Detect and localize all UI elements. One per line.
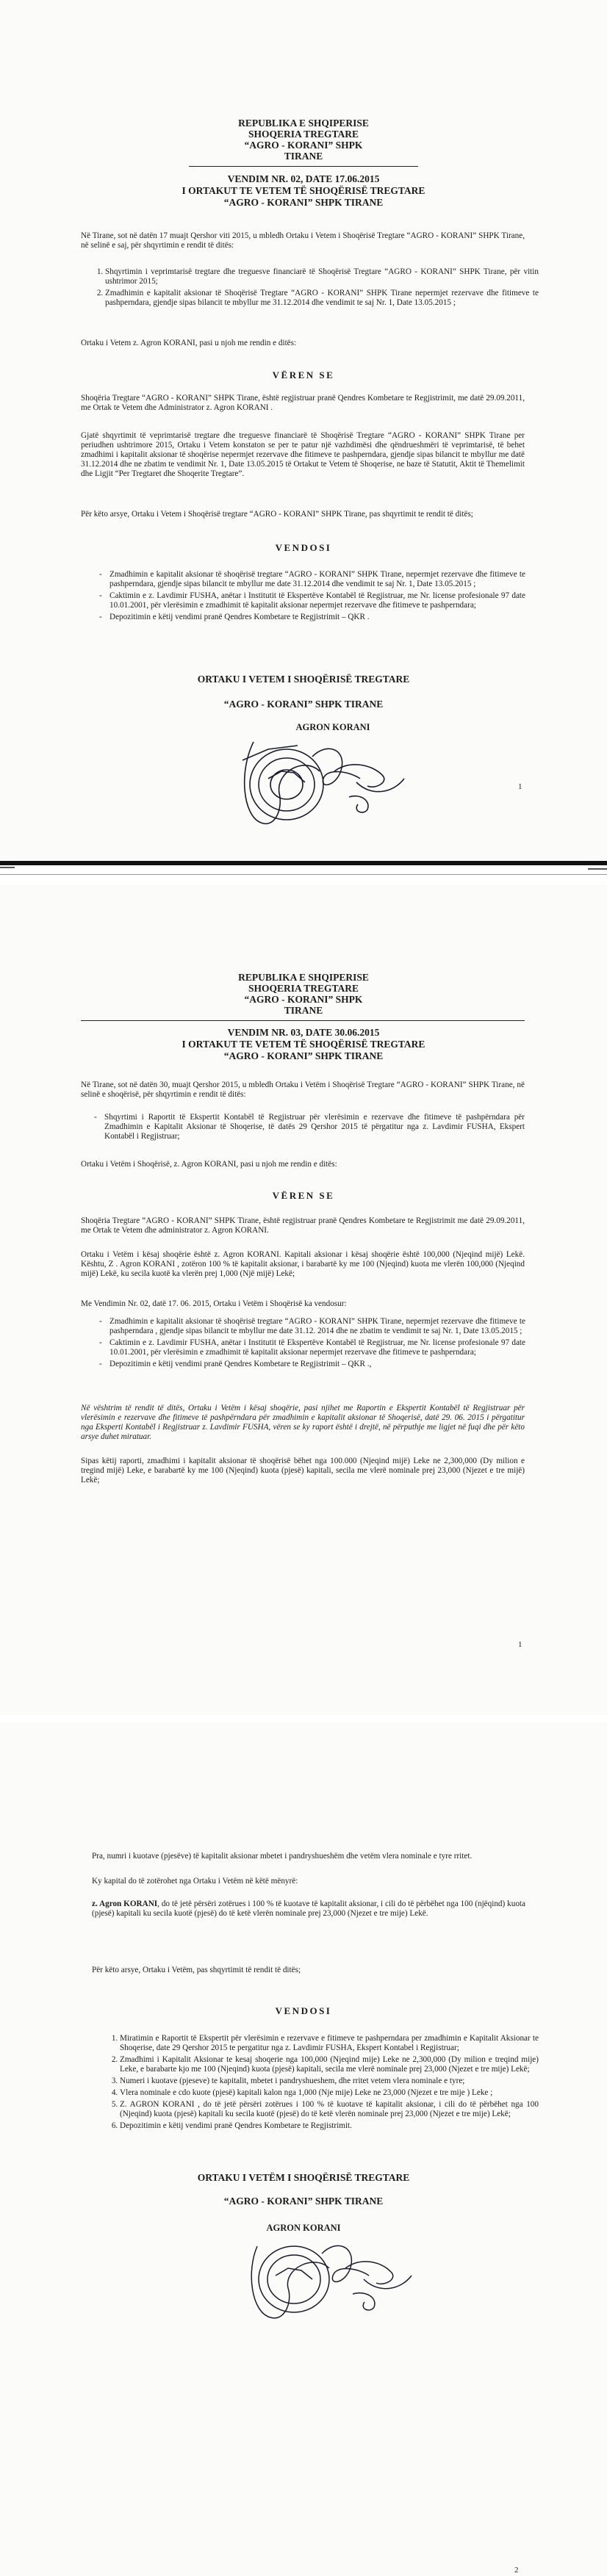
sign-block-title: ORTAKU I VETEM I SHOQËRISË TREGTARE — [197, 674, 410, 685]
decision-list — [99, 570, 525, 624]
seeing-paragraph: Ortaku i Vetëm i kësaj shoqërie është z. Agron KORANI. Kapitali aksionar i kësaj shoqërie është 100,000 (Njeqind mijë) Lekë. Kështu, Z . Agron KORANI , zotëron 100 % të kapitalit aksionar, i barabartë ky me 100 (Njeqind) kuota me vlerën 100,000 (Njeqind mijë) Lekë, ku secila kuotë ka vlerën prej 1,000 (Një mijë) Lekë; — [81, 1250, 525, 1278]
decision-subtitle: I ORTAKUT TE VETEM TË SHOQËRISË TREGTARE — [182, 1039, 425, 1050]
section-heading-decides: VENDOSI — [275, 542, 332, 553]
decision-company: “AGRO - KORANI” SHPK TIRANE — [223, 1050, 384, 1061]
paragraph: Ky kapital do të zotërohet nga Ortaku i Vetëm në këtë mënyrë: — [92, 1877, 298, 1886]
header-divider — [81, 1020, 525, 1021]
ownership-paragraph — [92, 1899, 525, 1919]
decision-item: 4. Vlera nominale e cdo kuote (pjesë) kapitali kalon nga 1,000 (Nje mije) Leke ne 23,000 (Njezet e tre mije ) Leke ; — [120, 2088, 539, 2098]
decision-item: 5. Z. AGRON KORANI , do të jetë përsëri zotërues i 100 % të kuotave të kapitalit aksionar, i cili do të përbëhet nga 100 (Njeqind) kuota (pjesë) kapitali ku secila kuotë (pjesë) do të ketë vlerën nominale prej 23,000 (Njezet e tre mije) Lekë; — [120, 2100, 539, 2119]
document-page-2 — [0, 885, 607, 1715]
previous-decision-item: - Depozitimin e këtij vendimi pranë Qendres Kombetare te Regjistrimit – QKR ., — [99, 1360, 525, 1369]
decision-item: - Depozitimin e këtij vendimi pranë Qendres Kombetare te Regjistrimit – QKR . — [99, 613, 525, 622]
agenda-item: - Shqyrtimi i Raportit të Ekspertit Kontabël të Regjistruar për vlerësimin e rezervave dhe fitimeve të pashpërndara për Zmadhimin e Kapitalit Aksionar të Shoqerise, të datës 29 Qershor 2015 të përgatitur nga z. Lavdimir FUSHA, Ekspert Kontabël i Regjistruar; — [94, 1113, 525, 1141]
header-divider — [189, 166, 418, 167]
page-separator — [0, 861, 607, 865]
review-paragraph: Në vështrim të rendit të ditës, Ortaku i Vetëm i kësaj shoqërie, pasi njihet me Raportin e Ekspertit Kontabël të Regjistruar për vlerësimin e rezervave dhe fitimeve të pashpërndara për zmadhimin e kapitalit aksionar të Shoqerisë, datë 29. 06. 2015 i përgatitur nga Eksperti Kontabël i Regjistruar z. Lavdimir FUSHA, vëren se ky raport është i drejtë, në përputhje me ligjet në fuqi dhe për këto arsye duhet miratuar. — [81, 1404, 525, 1441]
seeing-paragraph: Shoqëria Tregtare “AGRO - KORANI” SHPK Tirane, është regjistruar pranë Qendres Kombetare te Regjistrimit me datë 29.09.2011, me Ortak te Vetem dhe administrator z. Agron KORANI. — [81, 1216, 525, 1235]
intro-paragraph: Në Tirane, sot në datën 30, muajt Qershor 2015, u mbledh Ortaku i Vetëm i Shoqërisë Tregtare “AGRO - KORANI” SHPK Tirane, në selinë e shoqërisë, për shqyrtimin e rendit të ditës: — [81, 1080, 525, 1099]
seeing-paragraph: Për këto arsye, Ortaku i Vetem i Shoqërisë tregtare “AGRO - KORANI” SHPK Tirane, pas shqyrtimit te rendit të ditës; — [81, 510, 473, 519]
decision-item: - Caktimin e z. Lavdimir FUSHA, anëtar i Institutit të Ekspertëve Kontabël të Regjistruar, me Nr. license profesionale 97 date 10.01.2001, për vlerësimin e zmadhimit të kapitalit aksionar nepermjet rezervave dhe fitimeve te pashperndara; — [99, 591, 525, 610]
paragraph: Pra, numri i kuotave (pjesëve) të kapitalit aksionar mbetet i pandryshueshëm dhe vetëm vlera nominale e tyre rritet. — [92, 1852, 473, 1861]
paragraph: Për këto arsye, Ortaku i Vetëm, pas shqyrtimit të rendit të ditës; — [92, 1966, 301, 1974]
document-page-3 — [0, 1722, 607, 2576]
sign-block-company: “AGRO - KORANI” SHPK TIRANE — [223, 2196, 384, 2207]
decision-subtitle: I ORTAKUT TE VETEM TË SHOQËRISË TREGTARE — [182, 185, 425, 196]
seeing-paragraph: Shoqëria Tregtare “AGRO - KORANI” SHPK Tirane, është regjistruar pranë Qendres Kombetare te Regjistrimit, me datë 29.09.2011, me Ortak te Vetem dhe Administrator z. Agron KORANI . — [81, 394, 525, 412]
decision-item: 1. Miratimin e Raportit të Ekspertit për vlerësimin e rezervave e fitimeve te pashperndara per zmadhimin e Kapitalit Aksionar te Shoqerise, date 29 Qershor 2015 te pergatitur nga z. Lavdimir FUSHA, Ekspert Kontabel i Regjistruar; — [120, 2034, 539, 2053]
signatory-name: AGRON KORANI — [295, 722, 370, 732]
agenda-list — [94, 1113, 525, 1144]
scan-mark — [588, 868, 607, 870]
sign-block-company: “AGRO - KORANI” SHPK TIRANE — [223, 699, 384, 710]
signatory-name: AGRON KORANI — [266, 2223, 341, 2233]
ownership-text: , do të jetë përsëri zotërues i 100 % të kuotave të kapitalit aksionar, i cili do të përbëhet nga 100 (njëqind) kuota (pjesë) kapitali ku secila kuotë (pjesë) do të ketë vlerën nominale prej 23,000 (Njezet e tre mije) Lekë. — [92, 1899, 525, 1918]
owner-name: z. Agron KORANI — [92, 1899, 158, 1908]
seeing-paragraph: Me Vendimin Nr. 02, datë 17. 06. 2015, Ortaku i Vetëm i Shoqërisë ka vendosur: — [81, 1299, 347, 1308]
header-city: TIRANE — [284, 1005, 323, 1016]
previous-decision-list — [99, 1317, 525, 1371]
decision-item: 2. Zmadhimi i Kapitalit Aksionar te kesaj shoqerie nga 100,000 (Njeqind mije) Leke ne 2,300,000 (Dy milion e treqind mije) Leke, e barabarte kjo me 100 (Njeqind) kuota (pjesë) kapitali, secila me vlerë nominale prej 23,000 (Njezet e tre mije) Lekë; — [120, 2055, 539, 2074]
previous-decision-item: - Caktimin e z. Lavdimir FUSHA, anëtar i Institutit të Ekspertëve Kontabël të Regjistruar, me Nr. license profesionale 97 date 10.01.2001, për vlerësimin e zmadhimit të kapitalit aksionar nepermjet rezervave dhe fitimeve te pashperndara; — [99, 1338, 525, 1357]
page-edge-line — [0, 874, 607, 875]
page-number: 1 — [518, 1640, 522, 1649]
decision-list — [107, 2034, 539, 2133]
header-company-type: SHOQERIA TREGTARE — [248, 129, 359, 140]
section-heading-seeing: VËREN SE — [272, 1190, 335, 1201]
agenda-item: 1. Shqyrtimin i veprimtarisë tregtare dhe treguesve financiarë të Shoqërisë Tregtare “AGRO - KORANI” SHPK Tirane, për vitin ushtrimor 2015; — [105, 267, 539, 286]
result-paragraph: Sipas këtij raporti, zmadhimi i kapitalit aksionar të shoqërisë bëhet nga 100.000 (Njeqind mijë) Leke ne 2,300,000 (Dy milion e tregind mijë) Leke, e barabartë ky me 100 (Njeqind) kuota (pjesë) kapitali, secila me vlerë nominale prej 23,000 (Njezet e tre mijë) Lekë; — [81, 1457, 525, 1484]
presence-paragraph: Ortaku i Vetem z. Agron KORANI, pasi u njoh me rendin e ditës: — [81, 339, 297, 347]
scan-mark — [0, 867, 15, 868]
header-city: TIRANE — [284, 151, 323, 162]
seeing-paragraph: Gjatë shqyrtimit të veprimtarisë tregtare dhe treguesve financiarë të Shoqërisë Tregtare “AGRO - KORANI” SHPK Tirane per periudhen ushtrimore 2015, Ortaku i Vetem konstaton se per te patur një vazhdimësi dhe qëndrueshmëri të veprimtarisë, të behet zmadhimi i kapitalit aksionar të shoqërise nepermjet rezervave dhe fitimeve te pashperndara, gjendje sipas bilancit te mbyllur me datë 31.12.2014 dhe ne zbatim te vendimit Nr. 1, Date 13.05.2015 të Ortakut te Vetem të Shoqerise, ne baze të Statutit, Aktit të Themelimit dhe Ligjit “Per Tregtaret dhe Shoqerite Tregtare”. — [81, 431, 525, 478]
page-number: 2 — [514, 2566, 519, 2575]
previous-decision-item: - Zmadhimin e kapitalit aksionar të shoqërisë tregtare “AGRO - KORANI” SHPK Tirane, nepermjet rezervave dhe fitimeve te pashperndara , gjendje sipas bilancit te mbyllur me date 31.12. 2014 dhe ne zbatim te vendimit te saj Nr. 1, Date 13.05.2015 ; — [99, 1317, 525, 1336]
header-republic: REPUBLIKA E SHQIPERISE — [238, 972, 369, 983]
decision-item: - Zmadhimin e kapitalit aksionar të shoqërisë tregtare “AGRO - KORANI” SHPK Tirane, nepermjet rezervave dhe fitimeve te pashperndara, gjendje sipas bilancit te mbyllur me date 31.12.2014 dhe vendimit te saj Nr. 1, Date 13.05.2015 ; — [99, 570, 525, 589]
decision-company: “AGRO - KORANI” SHPK TIRANE — [223, 197, 384, 208]
section-heading-seeing: VËREN SE — [272, 369, 335, 380]
agenda-list — [92, 267, 539, 310]
stamp-and-signature — [224, 727, 415, 837]
intro-paragraph: Në Tirane, sot në datën 17 muajt Qershor viti 2015, u mbledh Ortaku i Vetem i Shoqërisë Tregtare “AGRO - KORANI” SHPK Tirane, në selinë e saj, për shqyrtimin e rendit të ditës: — [81, 231, 525, 250]
decision-title: VENDIM NR. 02, DATE 17.06.2015 — [227, 173, 380, 184]
sign-block-title: ORTAKU I VETËM I SHOQËRISË TREGTARE — [197, 2172, 410, 2183]
decision-item: 6. Depozitimin e këtij vendimi pranë Qendres Kombetare te Regjistrimit. — [120, 2121, 539, 2131]
agenda-item: 2. Zmadhimin e kapitalit aksionar të Shoqërisë Tregtare “AGRO - KORANI” SHPK Tirane nepermjet rezervave dhe fitimeve te pashperndara, gjendje sipas bilancit te mbyllur me 31.12.2014 dhe vendimit te saj Nr. 1, Date 13.05.2015 ; — [105, 289, 539, 308]
header-company-name: “AGRO - KORANI” SHPK — [244, 994, 363, 1005]
decision-item: 3. Numeri i kuotave (pjeseve) te kapitalit, mbetet i pandryshueshem, dhe rritet vetem vlera nominale e tyre; — [120, 2077, 539, 2086]
stamp-and-signature — [235, 2228, 419, 2331]
section-heading-decides: VENDOSI — [275, 2005, 332, 2016]
page-number: 1 — [518, 782, 522, 791]
presence-paragraph: Ortaku i Vetëm i Shoqërisë, z. Agron KORANI, pasi u njoh me rendin e ditës: — [81, 1160, 337, 1169]
decision-title: VENDIM NR. 03, DATE 30.06.2015 — [227, 1027, 380, 1038]
document-page-1 — [0, 0, 607, 859]
header-company-name: “AGRO - KORANI” SHPK — [244, 140, 363, 151]
header-company-type: SHOQERIA TREGTARE — [248, 983, 359, 994]
header-republic: REPUBLIKA E SHQIPERISE — [238, 118, 369, 129]
